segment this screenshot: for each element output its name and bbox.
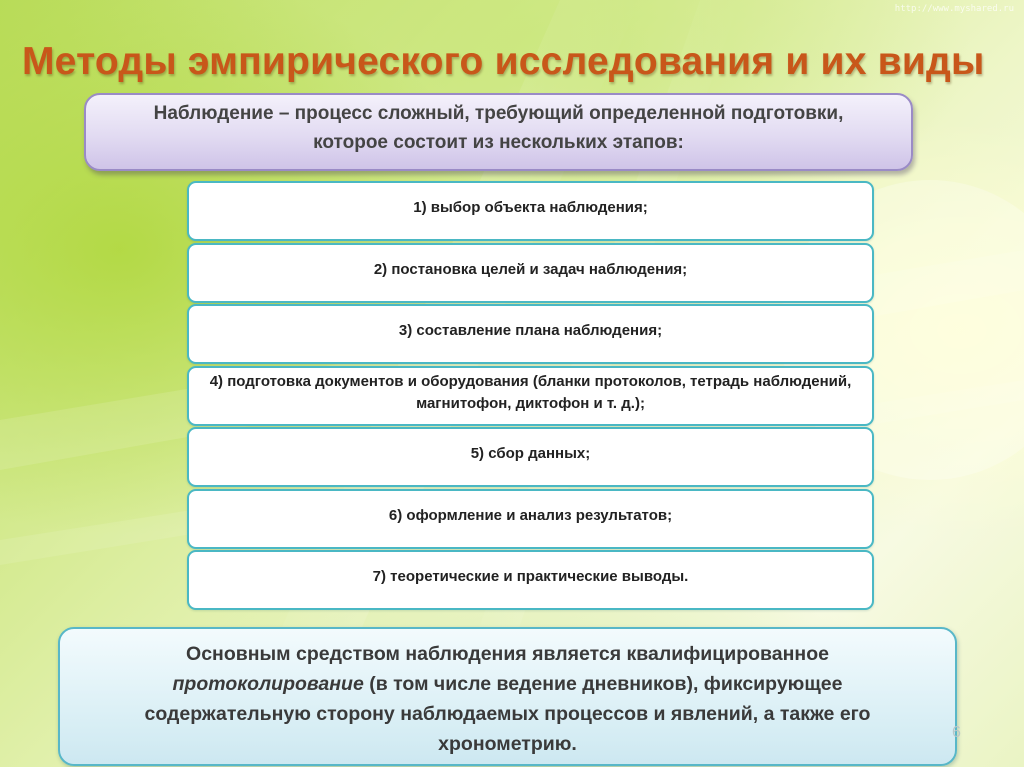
intro-box: [84, 93, 913, 171]
slide-title: Методы эмпирического исследования и их виды: [22, 40, 985, 83]
step-text: 3) составление плана наблюдения;: [398, 322, 663, 339]
step-text: 4) подготовка документов и оборудования (бланки протоколов, тетрадь наблюдений, магнитофон, диктофон и т. д.);: [209, 372, 852, 412]
steps-list: [187, 181, 874, 612]
step-text: 2) постановка целей и задач наблюдения;: [373, 260, 688, 278]
intro-text: Наблюдение – процесс сложный, требующий определенной подготовки, которое состоит из нескольких этапов:: [153, 103, 844, 153]
summary-text: [100, 639, 915, 759]
summary-text-start: Основным средством наблюдения является квалифицированное: [186, 642, 829, 665]
step-item-2: [187, 243, 874, 303]
step-item-6: [187, 489, 874, 549]
step-text: 7) теоретические и практические выводы.: [372, 568, 689, 585]
step-item-7: [187, 550, 874, 610]
summary-emphasis: протоколирование: [172, 672, 364, 695]
page-number: 6: [952, 724, 961, 741]
step-text: 5) сбор данных;: [470, 445, 591, 462]
source-watermark: http://www.myshared.ru: [894, 4, 1014, 14]
summary-text-end: (в том числе ведение дневников), фиксирующее содержательную сторону наблюдаемых процессов и явлений, а также его хронометрию.: [144, 672, 871, 755]
step-text: 6) оформление и анализ результатов;: [388, 506, 673, 524]
step-item-1: [187, 181, 874, 241]
step-item-5: [187, 427, 874, 487]
summary-box: [58, 627, 957, 766]
step-text: 1) выбор объекта наблюдения;: [413, 199, 648, 216]
step-item-3: [187, 304, 874, 364]
step-item-4: [187, 366, 874, 426]
